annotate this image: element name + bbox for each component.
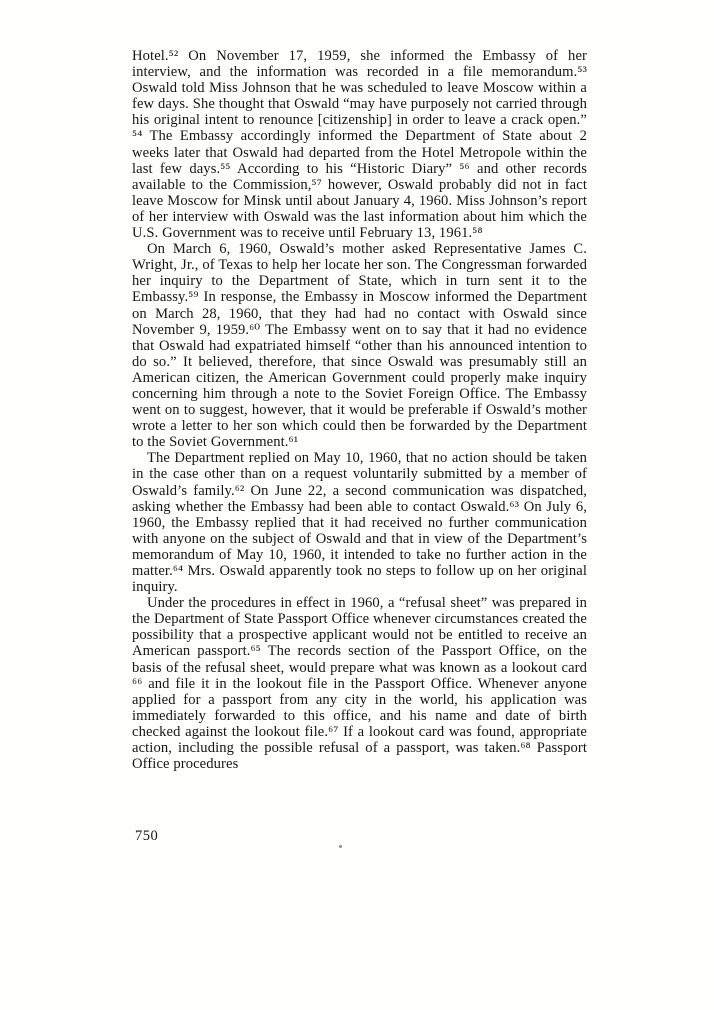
paragraph: Under the procedures in effect in 1960, a “refusal sheet” was prepared in the Department of State Passport Office whenever circumstances created the possibility that a prospective applicant would not be entitled to receive an American passport.⁶⁵ The records section of the Passport Office, on the basis of the refusal sheet, would prepare what was known as a lookout card ⁶⁶ and file it in the lookout file in the Passport Office. Whenever anyone applied for a passport from any city in the world, his application was immediately forwarded to this office, and his name and date of birth checked against the lookout file.⁶⁷ If a lookout card was found, appropriate action, including the possible refusal of a passport, was taken.⁶⁸ Passport Office procedures	[132, 595, 587, 773]
paragraph: The Department replied on May 10, 1960, that no action should be taken in the case other than on a request voluntarily submitted by a member of Oswald’s family.⁶² On June 22, a second communication was dispatched, asking whether the Embassy had been able to contact Oswald.⁶³ On July 6, 1960, the Embassy replied that it had received no further communication with anyone on the subject of Oswald and that in view of the Department’s memorandum of May 10, 1960, it intended to take no further action in the matter.⁶⁴ Mrs. Oswald apparently took no steps to follow up on her original inquiry.	[132, 450, 587, 596]
scan-artifact-dot	[339, 845, 342, 848]
paragraph: On March 6, 1960, Oswald’s mother asked Representative James C. Wright, Jr., of Texas to help her locate her son. The Congressman forwarded her inquiry to the Department of State, which in turn sent it to the Embassy.⁵⁹ In response, the Embassy in Moscow informed the Department on March 28, 1960, that they had had no contact with Oswald since November 9, 1959.⁶⁰ The Embassy went on to say that it had no evidence that Oswald had expatriated himself “other than his announced intention to do so.” It believed, therefore, that since Oswald was presumably still an American citizen, the American Government could properly make inquiry concerning him through a note to the Soviet Foreign Office. The Embassy went on to suggest, however, that it would be preferable if Oswald’s mother wrote a letter to her son which could then be forwarded by the Department to the Soviet Government.⁶¹	[132, 241, 587, 451]
page-number: 750	[135, 828, 159, 844]
page-text-block	[132, 48, 587, 772]
paragraph-continuation: Hotel.⁵² On November 17, 1959, she informed the Embassy of her interview, and the information was recorded in a file memorandum.⁵³ Oswald told Miss Johnson that he was scheduled to leave Moscow within a few days. She thought that Oswald “may have purposely not carried through his original intent to renounce [citizenship] in order to leave a crack open.” ⁵⁴ The Embassy accordingly informed the Department of State about 2 weeks later that Oswald had departed from the Hotel Metropole within the last few days.⁵⁵ According to his “Historic Diary” ⁵⁶ and other records available to the Commission,⁵⁷ however, Oswald probably did not in fact leave Moscow for Minsk until about January 4, 1960. Miss Johnson’s report of her interview with Oswald was the last information about him which the U.S. Government was to receive until February 13, 1961.⁵⁸	[132, 48, 587, 242]
